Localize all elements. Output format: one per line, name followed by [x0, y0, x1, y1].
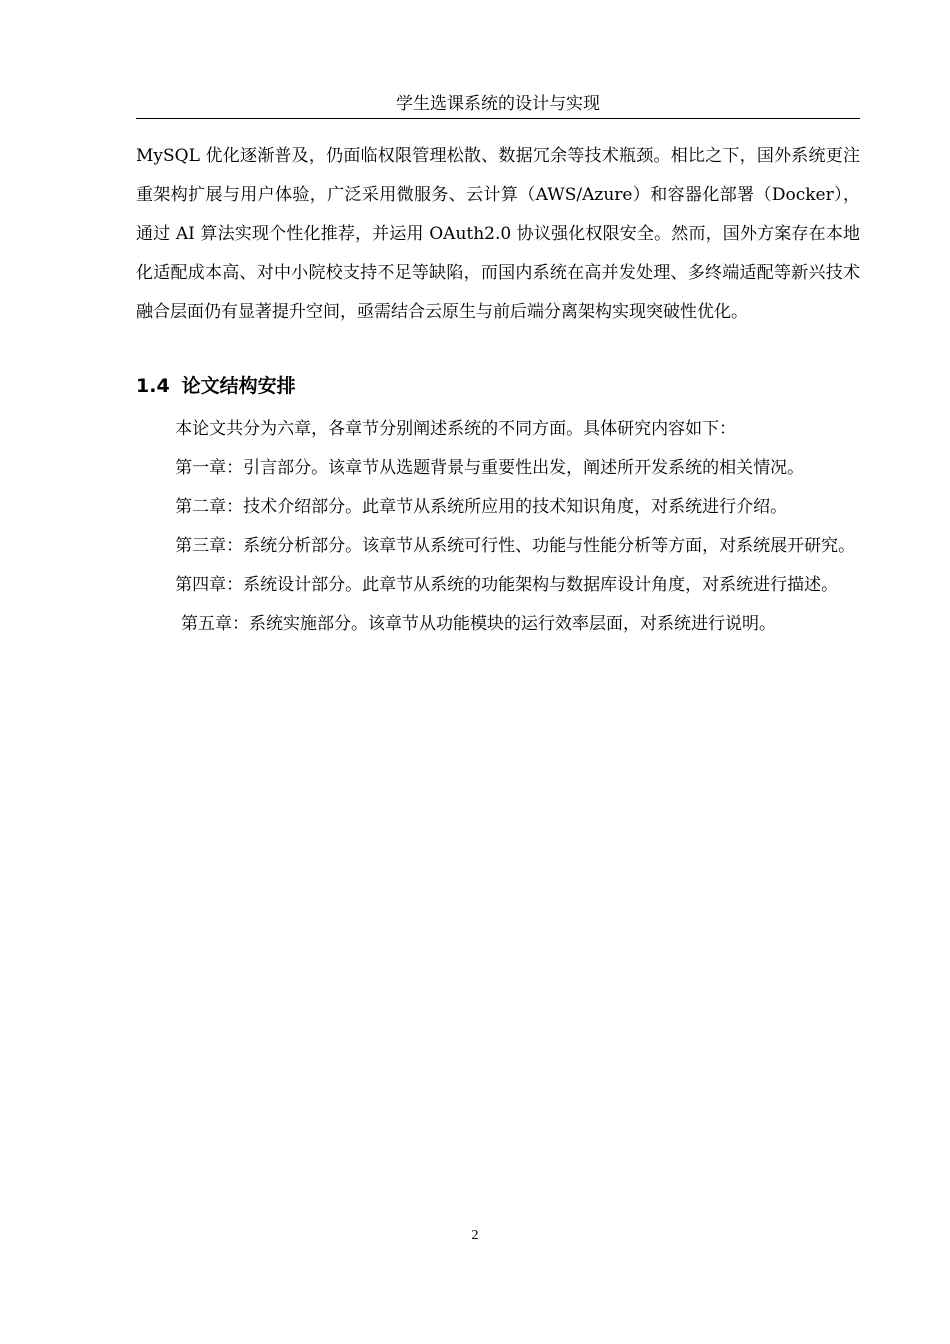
paragraph-chapter-1: 第一章：引言部分。该章节从选题背景与重要性出发，阐述所开发系统的相关情况。 — [175, 458, 805, 478]
paragraph-overview: 本论文共分为六章，各章节分别阐述系统的不同方面。具体研究内容如下： — [175, 419, 737, 439]
intro-paragraph: MySQL 优化逐渐普及，仍面临权限管理松散、数据冗余等技术瓶颈。相比之下，国外系统更注重架构扩展与用户体验，广泛采用微服务、云计算（AWS/Azure）和容器化部署（Docker），通过 AI 算法实现个性化推荐，并运用 OAuth2.0 协议强化权限安全。然而，国外方案存在本地化适配成本高、对中小院校支持不足等缺陷，而国内系统在高并发处理、多终端适配等新兴技术融合层面仍有显著提升空间，亟需结合云原生与前后端分离架构实现突破性优化。 — [136, 146, 860, 322]
paragraph-chapter-5: 第五章：系统实施部分。该章节从功能模块的运行效率层面，对系统进行说明。 — [181, 614, 777, 634]
page-header-title: 学生选课系统的设计与实现 — [396, 94, 600, 114]
section-body — [136, 410, 860, 644]
paragraph-chapter-2: 第二章：技术介绍部分。此章节从系统所应用的技术知识角度，对系统进行介绍。 — [175, 497, 788, 517]
section-number: 1.4 — [136, 375, 170, 397]
paragraph-chapter-4: 第四章：系统设计部分。此章节从系统的功能架构与数据库设计角度，对系统进行描述。 — [175, 575, 839, 595]
page-number: 2 — [471, 1228, 479, 1243]
header-divider — [136, 118, 860, 119]
section-heading — [136, 369, 296, 403]
section-title: 论文结构安排 — [181, 375, 296, 397]
paragraph-chapter-3: 第三章：系统分析部分。该章节从系统可行性、功能与性能分析等方面，对系统展开研究。 — [175, 536, 856, 556]
